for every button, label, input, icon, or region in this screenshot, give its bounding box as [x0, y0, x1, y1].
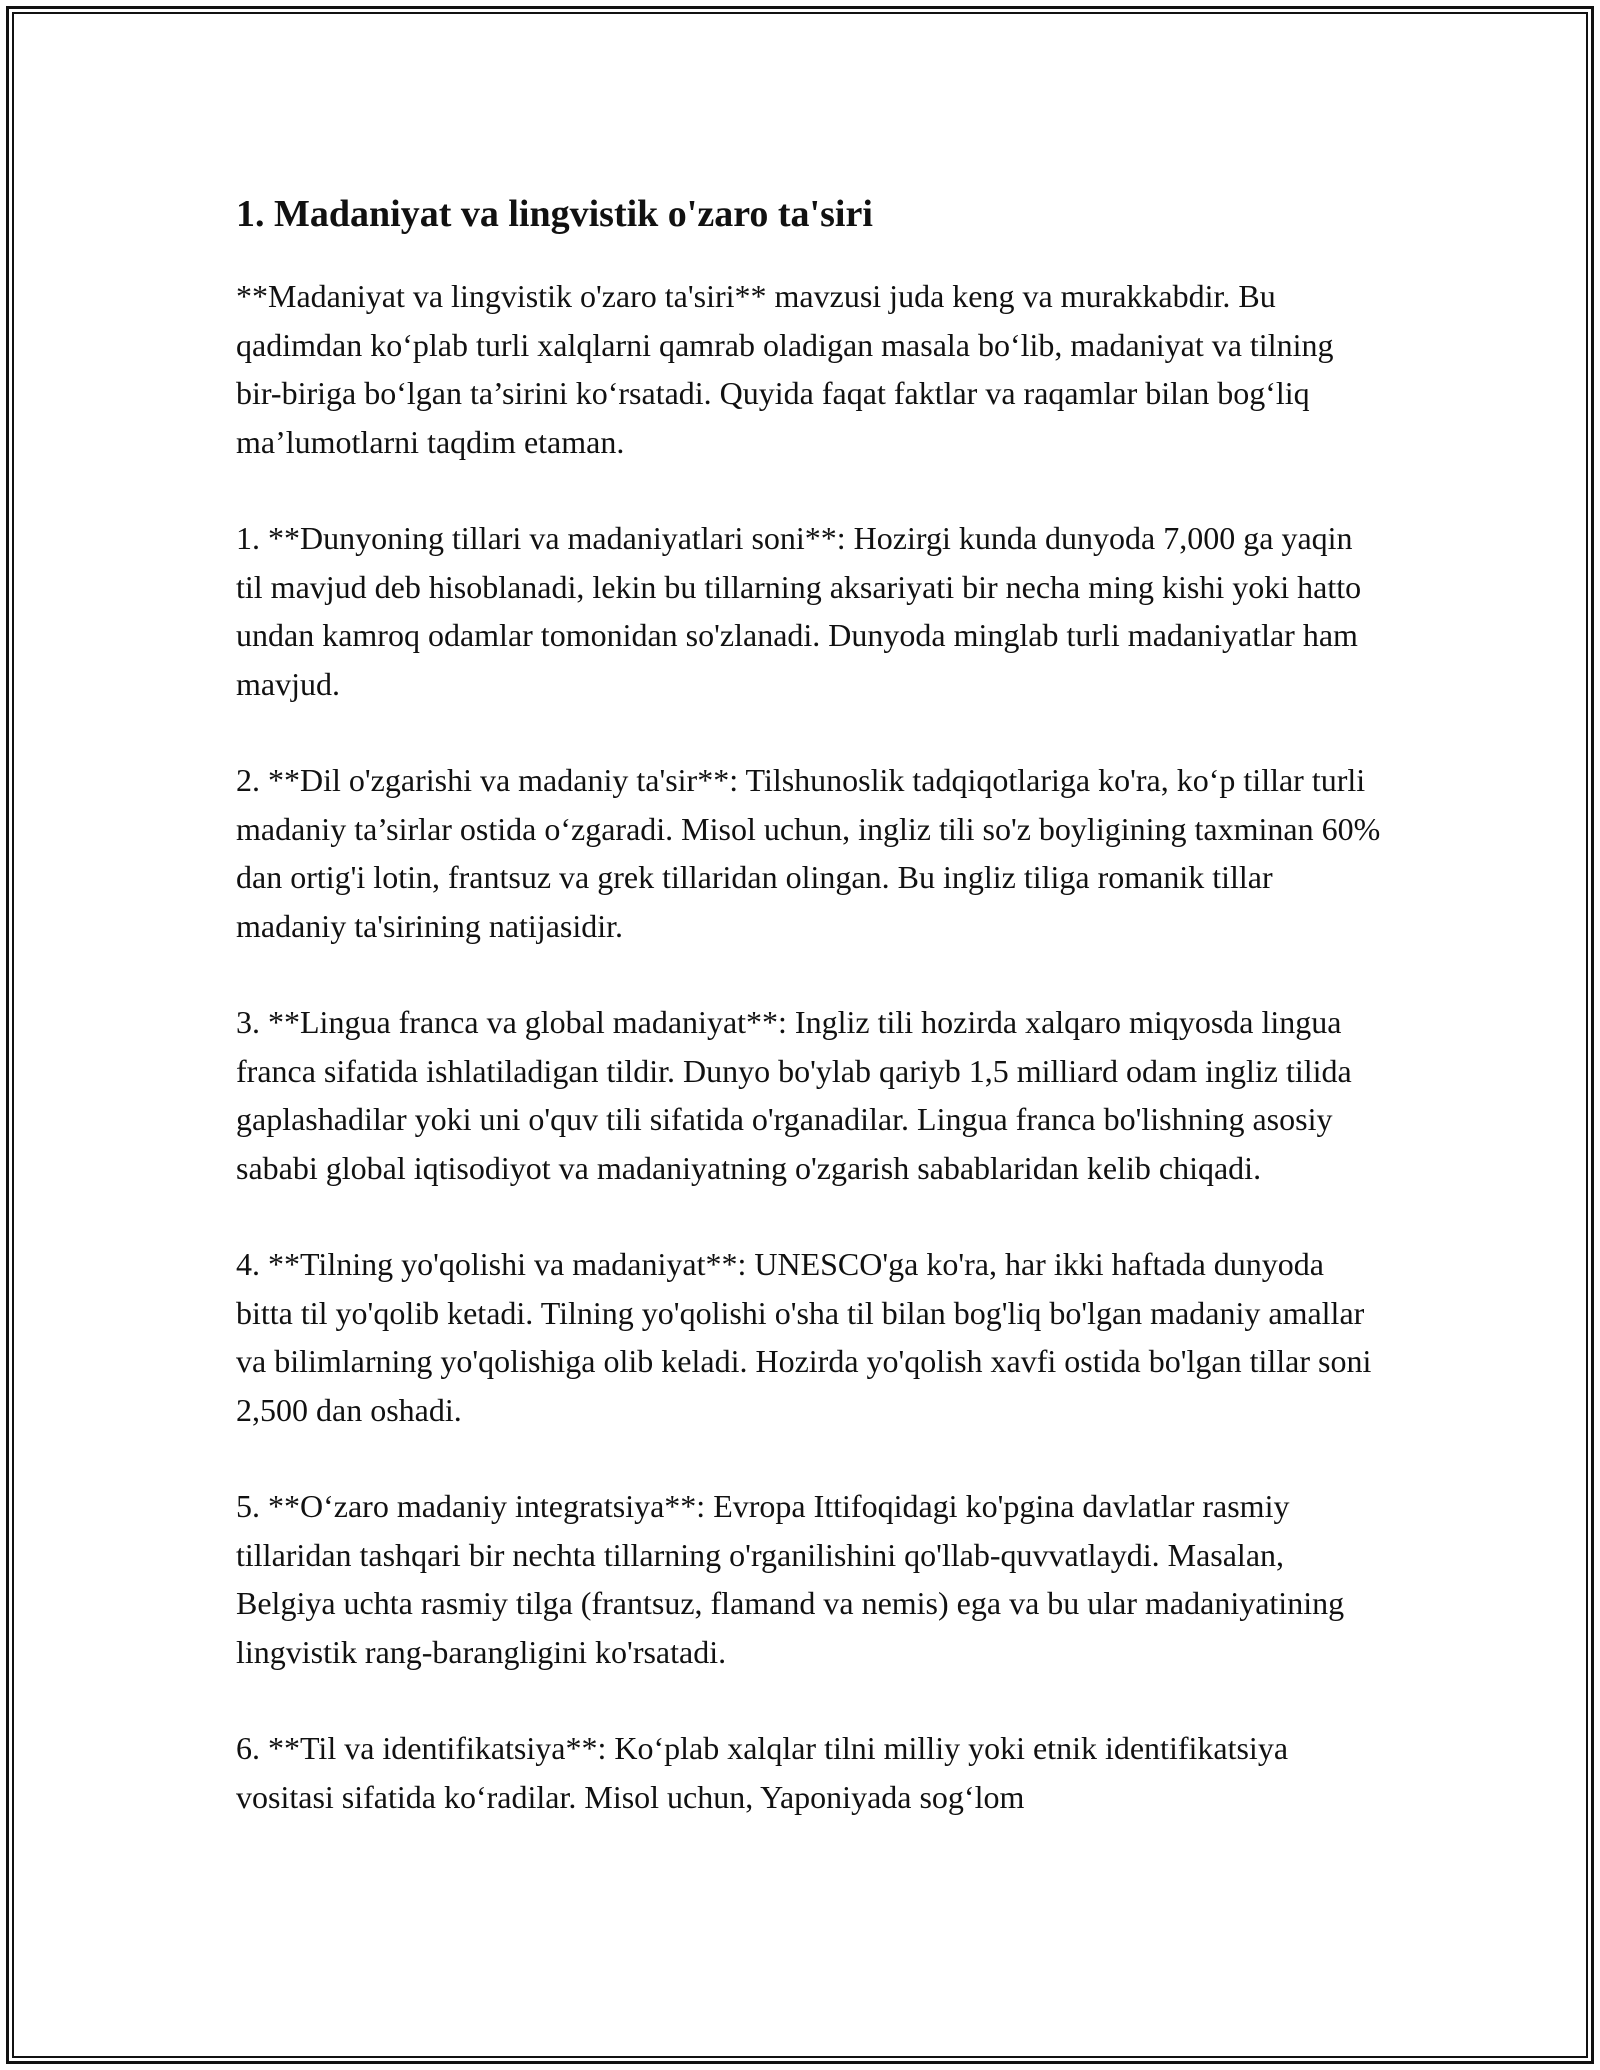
- intro-paragraph: **Madaniyat va lingvistik o'zaro ta'siri** mavzusi juda keng va murakkabdir. Bu qadimdan ko‘plab turli xalqlarni qamrab oladigan masala bo‘lib, madaniyat va tilning bir-biriga bo‘lgan ta’sirini ko‘rsatadi. Quyida faqat faktlar va raqamlar bilan bog‘liq ma’lumotlarni taqdim etaman.: [236, 278, 1334, 460]
- list-item-1: 1. **Dunyoning tillari va madaniyatlari soni**: Hozirgi kunda dunyoda 7,000 ga yaqin til mavjud deb hisoblanadi, lekin bu tillarning aksariyati bir necha ming kishi yoki hatto undan kamroq odamlar tomonidan so'zlanadi. Dunyoda minglab turli madaniyatlar ham mavjud.: [236, 520, 1362, 702]
- document-title: 1. Madaniyat va lingvistik o'zaro ta'siri: [236, 193, 873, 235]
- document-body: [236, 190, 1386, 1869]
- list-item-2: 2. **Dil o'zgarishi va madaniy ta'sir**: Tilshunoslik tadqiqotlariga ko'ra, ko‘p tillar turli madaniy ta’sirlar ostida o‘zgaradi. Misol uchun, ingliz tili so'z boyligining taxminan 60% dan ortig'i lotin, frantsuz va grek tillaridan olingan. Bu ingliz tiliga romanik tillar madaniy ta'sirining natijasidir.: [236, 762, 1381, 944]
- list-item-3: 3. **Lingua franca va global madaniyat**: Ingliz tili hozirda xalqaro miqyosda lingua franca sifatida ishlatiladigan tildir. Dunyo bo'ylab qariyb 1,5 milliard odam ingliz tilida gaplashadilar yoki uni o'quv tili sifatida o'rganadilar. Lingua franca bo'lishning asosiy sababi global iqtisodiyot va madaniyatning o'zgarish sabablaridan kelib chiqadi.: [236, 1004, 1352, 1186]
- list-item-5: 5. **O‘zaro madaniy integratsiya**: Evropa Ittifoqidagi ko'pgina davlatlar rasmiy tillaridan tashqari bir nechta tillarning o'rganilishini qo'llab-quvvatlaydi. Masalan, Belgiya uchta rasmiy tilga (frantsuz, flamand va nemis) ega va bu ular madaniyatining lingvistik rang-barangligini ko'rsatadi.: [236, 1488, 1345, 1670]
- list-item-4: 4. **Tilning yo'qolishi va madaniyat**: UNESCO'ga ko'ra, har ikki haftada dunyoda bitta til yo'qolib ketadi. Tilning yo'qolishi o'sha til bilan bog'liq bo'lgan madaniy amallar va bilimlarning yo'qolishiga olib keladi. Hozirda yo'qolish xavfi ostida bo'lgan tillar soni 2,500 dan oshadi.: [236, 1246, 1372, 1428]
- list-item-6: 6. **Til va identifikatsiya**: Ko‘plab xalqlar tilni milliy yoki etnik identifikatsiya vositasi sifatida ko‘radilar. Misol uchun, Yaponiyada sog‘lom: [236, 1730, 1289, 1815]
